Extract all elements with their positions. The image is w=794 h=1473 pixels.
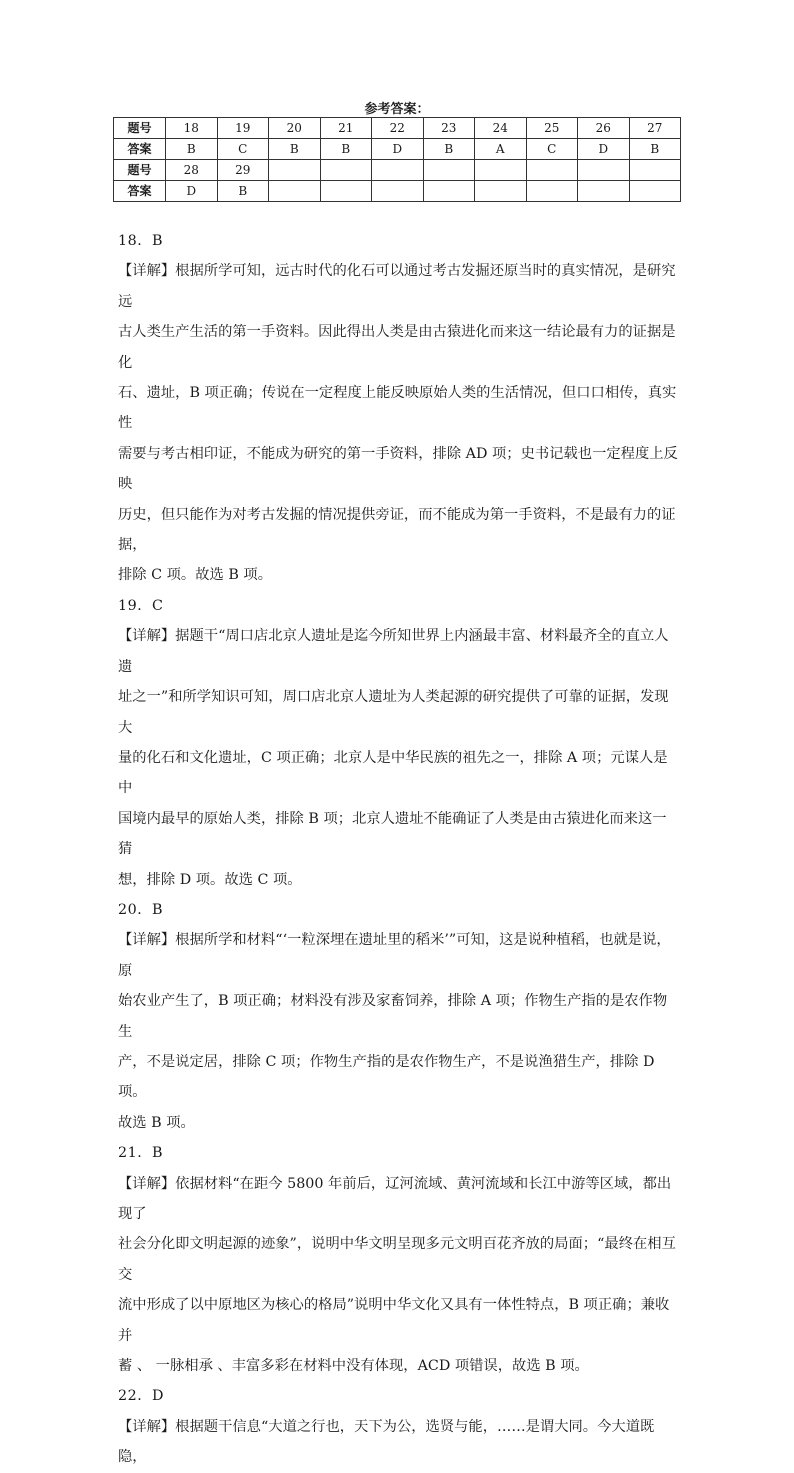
table-cell: D — [166, 181, 218, 202]
explanation-line: 需要与考古相印证，不能成为研究的第一手资料，排除 AD 项；史书记载也一定程度上反映 — [118, 445, 678, 493]
table-cell: 20 — [269, 118, 321, 139]
row-header: 题号 — [114, 160, 166, 181]
row-header: 题号 — [114, 118, 166, 139]
explanation-line: 故选 B 项。 — [118, 1114, 195, 1131]
answer-item — [118, 226, 680, 591]
question-number: 19．C — [118, 597, 164, 614]
table-cell: 21 — [320, 118, 372, 139]
explanation-line: 历史，但只能作为对考古发掘的情况提供旁证，而不能成为第一手资料，不是最有力的证据， — [118, 506, 676, 554]
table-cell: 18 — [166, 118, 218, 139]
table-cell: 27 — [629, 118, 681, 139]
table-row — [114, 160, 681, 181]
table-cell — [269, 181, 321, 202]
question-number: 18．B — [118, 233, 163, 249]
answer-item — [118, 1138, 680, 1381]
row-header: 答案 — [114, 139, 166, 160]
answer-item — [118, 1381, 680, 1472]
table-cell: 29 — [217, 160, 269, 181]
table-cell: 25 — [526, 118, 578, 139]
table-cell: D — [372, 139, 424, 160]
question-number: 21．B — [118, 1145, 163, 1162]
explanation-line: 【详解】据题干“周口店北京人遗址是迄今所知世界上内涵最丰富、材料最齐全的直立人遗 — [118, 628, 669, 675]
table-cell — [372, 181, 424, 202]
table-cell: B — [423, 139, 475, 160]
explanation-line: 址之一”和所学知识可知，周口店北京人遗址为人类起源的研究提供了可靠的证据，发现大 — [118, 689, 669, 736]
table-cell — [423, 181, 475, 202]
explanation-line: 【详解】根据所学可知，远古时代的化石可以通过考古发掘还原当时的真实情况，是研究远 — [118, 263, 676, 310]
answer-item — [118, 895, 680, 1138]
table-cell: 22 — [372, 118, 424, 139]
explanations — [118, 226, 680, 1473]
answer-table — [113, 117, 681, 202]
page-title: 参考答案： — [364, 102, 430, 117]
table-row — [114, 139, 681, 160]
explanation-line: 【详解】根据所学和材料“‘一粒深埋在遗址里的稻米’”可知，这是说种植稻，也就是说，原 — [118, 932, 671, 979]
answer-item — [118, 591, 680, 895]
table-cell — [526, 181, 578, 202]
table-cell: B — [166, 139, 218, 160]
table-cell: 24 — [475, 118, 527, 139]
explanation-line: 【详解】根据题干信息“大道之行也，天下为公，选贤与能，……是谓大同。今大道既隐， — [118, 1418, 655, 1466]
explanation-line: 始农业产生了，B 项正确；材料没有涉及家畜饲养，排除 A 项；作物生产指的是农作物生 — [118, 993, 668, 1040]
table-cell: A — [475, 139, 527, 160]
question-number: 22．D — [118, 1388, 164, 1405]
explanation-line: 想，排除 D 项。故选 C 项。 — [118, 871, 302, 888]
table-cell — [372, 160, 424, 181]
table-cell: D — [578, 139, 630, 160]
table-cell — [269, 160, 321, 181]
table-cell — [578, 160, 630, 181]
explanation-line: 量的化石和文化遗址，C 项正确；北京人是中华民族的祖先之一，排除 A 项；元谋人是中 — [118, 749, 668, 797]
table-cell: B — [217, 181, 269, 202]
table-cell: 28 — [166, 160, 218, 181]
explanation-line: 蓄 、 一脉相承 、丰富多彩在材料中没有体现，ACD 项错误，故选 B 项。 — [118, 1358, 589, 1375]
table-cell — [320, 181, 372, 202]
question-number: 20．B — [118, 901, 163, 918]
table-row — [114, 181, 681, 202]
table-cell: 19 — [217, 118, 269, 139]
table-cell — [320, 160, 372, 181]
table-cell — [423, 160, 475, 181]
table-cell: C — [217, 139, 269, 160]
explanation-line: 国境内最早的原始人类，排除 B 项；北京人遗址不能确证了人类是由古猿进化而来这一猜 — [118, 810, 667, 858]
table-cell — [475, 181, 527, 202]
explanation-line: 古人类生产生活的第一手资料。因此得出人类是由古猿进化而来这一结论最有力的证据是化 — [118, 324, 676, 371]
table-cell — [629, 160, 681, 181]
table-cell: C — [526, 139, 578, 160]
table-cell — [475, 160, 527, 181]
table-cell — [629, 181, 681, 202]
table-cell — [578, 181, 630, 202]
table-cell: B — [269, 139, 321, 160]
explanation-line: 社会分化即文明起源的迹象”，说明中华文明呈现多元文明百花齐放的局面；“最终在相互交 — [118, 1236, 676, 1283]
table-cell — [526, 160, 578, 181]
table-cell: B — [629, 139, 681, 160]
explanation-line: 流中形成了以中原地区为核心的格局”说明中华文化又具有一体性特点，B 项正确；兼收并 — [118, 1297, 670, 1344]
table-cell: 26 — [578, 118, 630, 139]
explanation-line: 产，不是说定居，排除 C 项；作物生产指的是农作物生产，不是说渔猎生产，排除 D 项。 — [118, 1053, 655, 1101]
table-row — [114, 118, 681, 139]
explanation-line: 石、遗址，B 项正确；传说在一定程度上能反映原始人类的生活情况，但口口相传，真实性 — [118, 385, 677, 432]
explanation-line: 排除 C 项。故选 B 项。 — [118, 567, 272, 584]
table-cell: B — [320, 139, 372, 160]
row-header: 答案 — [114, 181, 166, 202]
explanation-line: 【详解】依据材料“在距今 5800 年前后，辽河流域、黄河流域和长江中游等区域，都出现了 — [118, 1175, 672, 1222]
table-cell: 23 — [423, 118, 475, 139]
